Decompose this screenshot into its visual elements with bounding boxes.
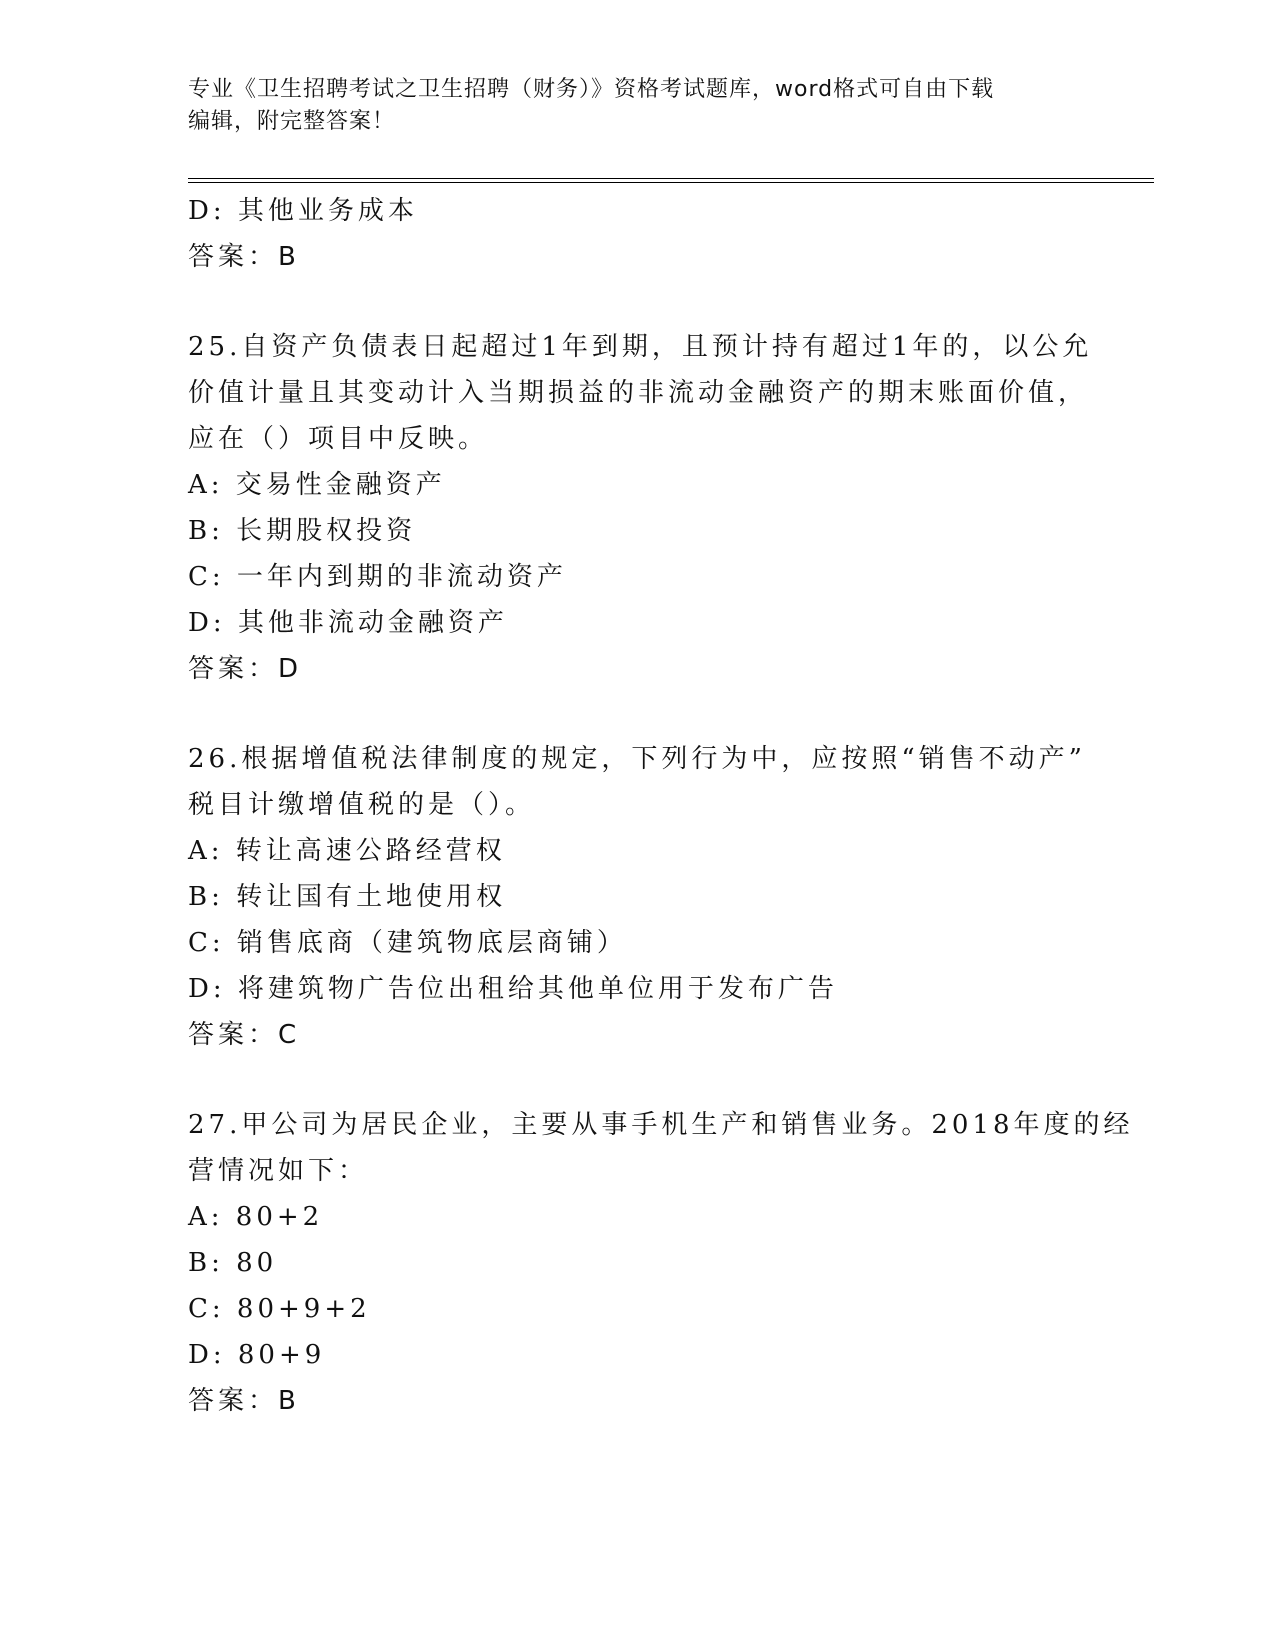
document-header [188,74,1088,138]
header-line-1: 专业《卫生招聘考试之卫生招聘（财务）》资格考试题库，word格式可自由下载 [188,77,995,102]
option-a: A: 交易性金融资产 [188,470,446,500]
answer: 答案：C [188,1020,301,1050]
header-divider-top [188,178,1154,179]
previous-question-tail [188,188,1088,280]
option-a: A: 80+2 [188,1202,324,1232]
header-divider-bottom [188,182,1154,183]
option-a: A: 转让高速公路经营权 [188,836,506,866]
option-b: B: 转让国有土地使用权 [188,882,507,912]
answer: 答案：B [188,1386,300,1416]
question-text-line: 价值计量且其变动计入当期损益的非流动金融资产的期末账面价值， [188,378,1089,408]
option-c: C: 销售底商（建筑物底层商铺） [188,928,627,958]
question-27 [188,1102,1134,1424]
question-text-line: 应在（）项目中反映。 [188,424,489,454]
question-text-line: 26.根据增值税法律制度的规定，下列行为中，应按照“销售不动产” [188,744,1086,774]
question-text-line: 25.自资产负债表日起超过1年到期，且预计持有超过1年的，以公允 [188,332,1093,362]
header-line-2: 编辑，附完整答案！ [188,109,396,134]
answer: 答案：D [188,654,303,684]
option-c: C: 80+9+2 [188,1294,371,1324]
question-text-line: 税目计缴增值税的是（）。 [188,790,536,820]
option-c: C: 一年内到期的非流动资产 [188,562,567,592]
document-content [188,188,1134,1424]
question-26 [188,736,1088,1058]
question-25 [188,324,1093,692]
option-b: B: 80 [188,1248,278,1278]
option-b: B: 长期股权投资 [188,516,417,546]
option-d: D: 80+9 [188,1340,326,1370]
answer: 答案：B [188,242,300,272]
question-text-line: 营情况如下： [188,1156,369,1186]
option-d: D: 其他业务成本 [188,196,418,226]
option-d: D: 将建筑物广告位出租给其他单位用于发布广告 [188,974,838,1004]
question-text-line: 27.甲公司为居民企业，主要从事手机生产和销售业务。2018年度的经 [188,1110,1134,1140]
option-d: D: 其他非流动金融资产 [188,608,508,638]
